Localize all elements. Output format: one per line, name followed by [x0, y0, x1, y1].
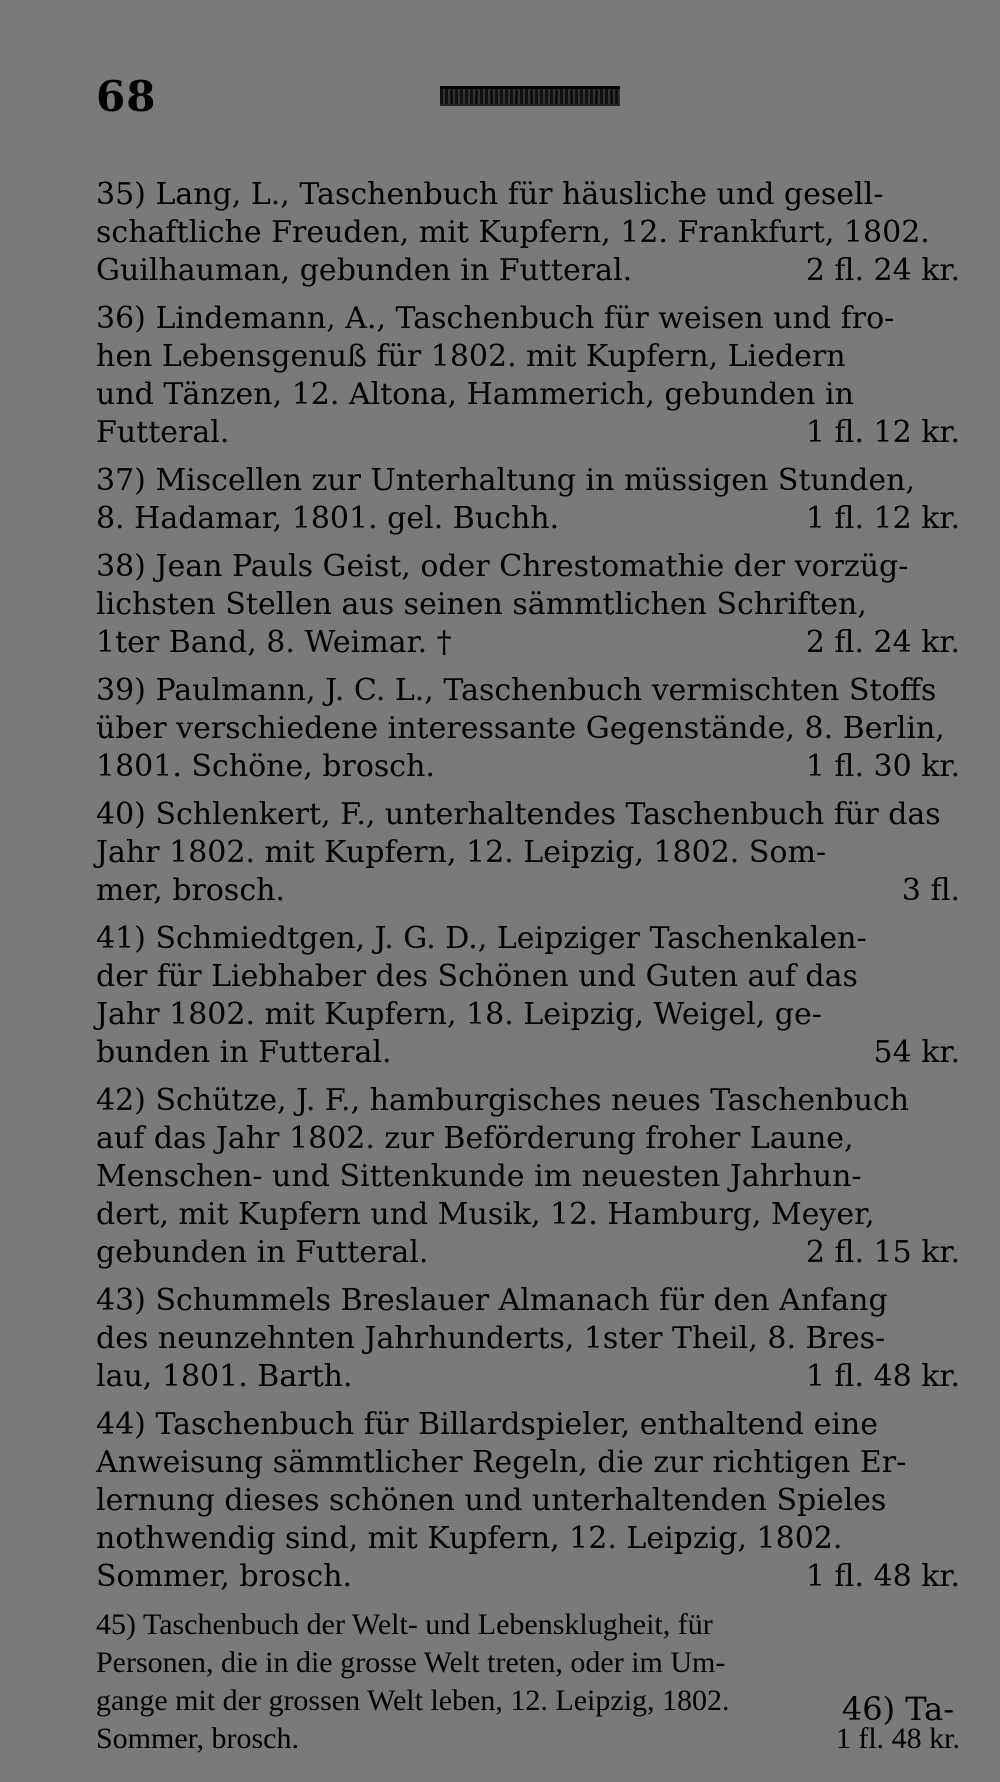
- entry-line: [96, 548, 960, 586]
- catalog-entry: [96, 672, 960, 786]
- entry-line: [96, 1444, 960, 1482]
- entry-text: Schütze, J. F., hamburgisches neues Taschenbuch: [155, 1083, 910, 1118]
- catalog-entry: [96, 462, 960, 538]
- entry-line: [96, 672, 960, 710]
- entry-line: [96, 1720, 960, 1758]
- entry-text: über verschiedene interessante Gegenstände, 8. Berlin,: [96, 711, 945, 746]
- catalog-entry: [96, 548, 960, 662]
- entry-text: Lang, L., Taschenbuch für häusliche und gesell-: [155, 177, 884, 212]
- entry-line: [96, 1282, 960, 1320]
- entry-text: 1801. Schöne, brosch.: [96, 749, 435, 784]
- catalog-entry: [96, 176, 960, 290]
- entry-text: hen Lebensgenuß für 1802. mit Kupfern, Liedern: [96, 339, 846, 374]
- entry-price: 1 fl. 48 kr.: [835, 1722, 960, 1755]
- entry-text: Jean Pauls Geist, oder Chrestomathie der vorzüg-: [155, 549, 909, 584]
- entry-text: Personen, die in die grosse Welt treten, oder im Um-: [96, 1646, 726, 1679]
- entry-number: 40): [96, 797, 146, 832]
- entry-text: Schummels Breslauer Almanach für den Anfang: [155, 1283, 888, 1318]
- entry-number: 38): [96, 549, 146, 584]
- entry-number: 42): [96, 1083, 146, 1118]
- entry-text: Taschenbuch der Welt- und Lebensklugheit, für: [142, 1608, 713, 1641]
- entry-text: Anweisung sämmtlicher Regeln, die zur richtigen Er-: [96, 1445, 907, 1480]
- entry-line: [96, 462, 960, 500]
- entry-number: 37): [96, 463, 146, 498]
- entry-line: [96, 1234, 960, 1272]
- entry-line: [96, 1606, 960, 1644]
- catchword: 46) Ta-: [841, 1690, 954, 1728]
- entry-price: 1 fl. 12 kr.: [805, 501, 960, 536]
- entry-line: [96, 414, 960, 452]
- entry-line: [96, 920, 960, 958]
- entry-number: 43): [96, 1283, 146, 1318]
- entry-text: Miscellen zur Unterhaltung in müssigen Stunden,: [155, 463, 915, 498]
- entry-line: [96, 1320, 960, 1358]
- entry-line: [96, 748, 960, 786]
- entry-number: 36): [96, 301, 146, 336]
- entry-text: Schlenkert, F., unterhaltendes Taschenbuch für das: [155, 797, 941, 832]
- entry-text: Sommer, brosch.: [96, 1722, 299, 1755]
- entry-text: Sommer, brosch.: [96, 1559, 353, 1594]
- page-number: 68: [96, 72, 157, 121]
- entry-line: [96, 1120, 960, 1158]
- entry-number: 41): [96, 921, 146, 956]
- entry-number: 44): [96, 1407, 146, 1442]
- entry-text: und Tänzen, 12. Altona, Hammerich, gebunden in: [96, 377, 854, 412]
- entry-number: 39): [96, 673, 146, 708]
- entry-text: schaftliche Freuden, mit Kupfern, 12. Frankfurt, 1802.: [96, 215, 930, 250]
- entry-text: Taschenbuch für Billardspieler, enthaltend eine: [155, 1407, 878, 1442]
- entry-text: Lindemann, A., Taschenbuch für weisen und fro-: [155, 301, 895, 336]
- entry-number: 45): [96, 1608, 136, 1641]
- entry-price: 2 fl. 24 kr.: [805, 625, 960, 660]
- entry-text: Jahr 1802. mit Kupfern, 18. Leipzig, Weigel, ge-: [96, 997, 822, 1032]
- entry-line: [96, 1482, 960, 1520]
- entry-text: gebunden in Futteral.: [96, 1235, 429, 1270]
- entry-text: Guilhauman, gebunden in Futteral.: [96, 253, 633, 288]
- entry-text: des neunzehnten Jahrhunderts, 1ster Theil, 8. Bres-: [96, 1321, 886, 1356]
- entry-price: 3 fl.: [901, 873, 960, 908]
- entry-line: [96, 834, 960, 872]
- entry-line: [96, 1558, 960, 1596]
- entry-line: [96, 214, 960, 252]
- entry-text: 1ter Band, 8. Weimar. †: [96, 625, 452, 660]
- entry-line: [96, 252, 960, 290]
- entry-price: 1 fl. 12 kr.: [805, 415, 960, 450]
- catalog-entry: [96, 1606, 960, 1758]
- catalog-entry: [96, 920, 960, 1072]
- entry-price: 1 fl. 30 kr.: [805, 749, 960, 784]
- entry-line: [96, 586, 960, 624]
- entry-text: nothwendig sind, mit Kupfern, 12. Leipzig, 1802.: [96, 1521, 843, 1556]
- entry-price: 1 fl. 48 kr.: [805, 1359, 960, 1394]
- entry-text: der für Liebhaber des Schönen und Guten auf das: [96, 959, 858, 994]
- entry-text: Paulmann, J. C. L., Taschenbuch vermischten Stoffs: [155, 673, 937, 708]
- entry-line: [96, 300, 960, 338]
- entry-line: [96, 1158, 960, 1196]
- entry-line: [96, 338, 960, 376]
- entry-line: [96, 1682, 960, 1720]
- entry-line: [96, 872, 960, 910]
- entry-line: [96, 1196, 960, 1234]
- page-header: [96, 72, 960, 132]
- entry-text: Schmiedtgen, J. G. D., Leipziger Taschenkalen-: [155, 921, 867, 956]
- entry-line: [96, 376, 960, 414]
- entry-line: [96, 500, 960, 538]
- entry-line: [96, 1644, 960, 1682]
- catalog-entry: [96, 300, 960, 452]
- catalog-entry: [96, 796, 960, 910]
- entry-number: 35): [96, 177, 146, 212]
- entry-line: [96, 176, 960, 214]
- catalog-entries: [96, 176, 960, 1758]
- entry-text: Futteral.: [96, 415, 230, 450]
- entry-text: Jahr 1802. mit Kupfern, 12. Leipzig, 1802. Som-: [96, 835, 827, 870]
- entry-line: [96, 710, 960, 748]
- entry-line: [96, 796, 960, 834]
- entry-text: 8. Hadamar, 1801. gel. Buchh.: [96, 501, 560, 536]
- catalog-entry: [96, 1282, 960, 1396]
- catalog-entry: [96, 1406, 960, 1596]
- entry-text: lernung dieses schönen und unterhaltenden Spieles: [96, 1483, 887, 1518]
- entry-line: [96, 1358, 960, 1396]
- entry-text: lichsten Stellen aus seinen sämmtlichen Schriften,: [96, 587, 867, 622]
- entry-text: auf das Jahr 1802. zur Beförderung froher Laune,: [96, 1121, 854, 1156]
- entry-line: [96, 1406, 960, 1444]
- entry-line: [96, 996, 960, 1034]
- entry-line: [96, 624, 960, 662]
- entry-line: [96, 958, 960, 996]
- entry-text: mer, brosch.: [96, 873, 285, 908]
- entry-price: 2 fl. 15 kr.: [805, 1235, 960, 1270]
- entry-text: gange mit der grossen Welt leben, 12. Leipzig, 1802.: [96, 1684, 730, 1717]
- catalog-entry: [96, 1082, 960, 1272]
- entry-text: dert, mit Kupfern und Musik, 12. Hamburg, Meyer,: [96, 1197, 875, 1232]
- entry-text: Menschen- und Sittenkunde im neuesten Jahrhun-: [96, 1159, 862, 1194]
- entry-line: [96, 1034, 960, 1072]
- entry-line: [96, 1082, 960, 1120]
- entry-price: 1 fl. 48 kr.: [805, 1559, 960, 1594]
- entry-price: 54 kr.: [873, 1035, 960, 1070]
- entry-text: lau, 1801. Barth.: [96, 1359, 353, 1394]
- entry-line: [96, 1520, 960, 1558]
- entry-price: 2 fl. 24 kr.: [805, 253, 960, 288]
- header-ornament: [440, 86, 620, 106]
- entry-text: bunden in Futteral.: [96, 1035, 392, 1070]
